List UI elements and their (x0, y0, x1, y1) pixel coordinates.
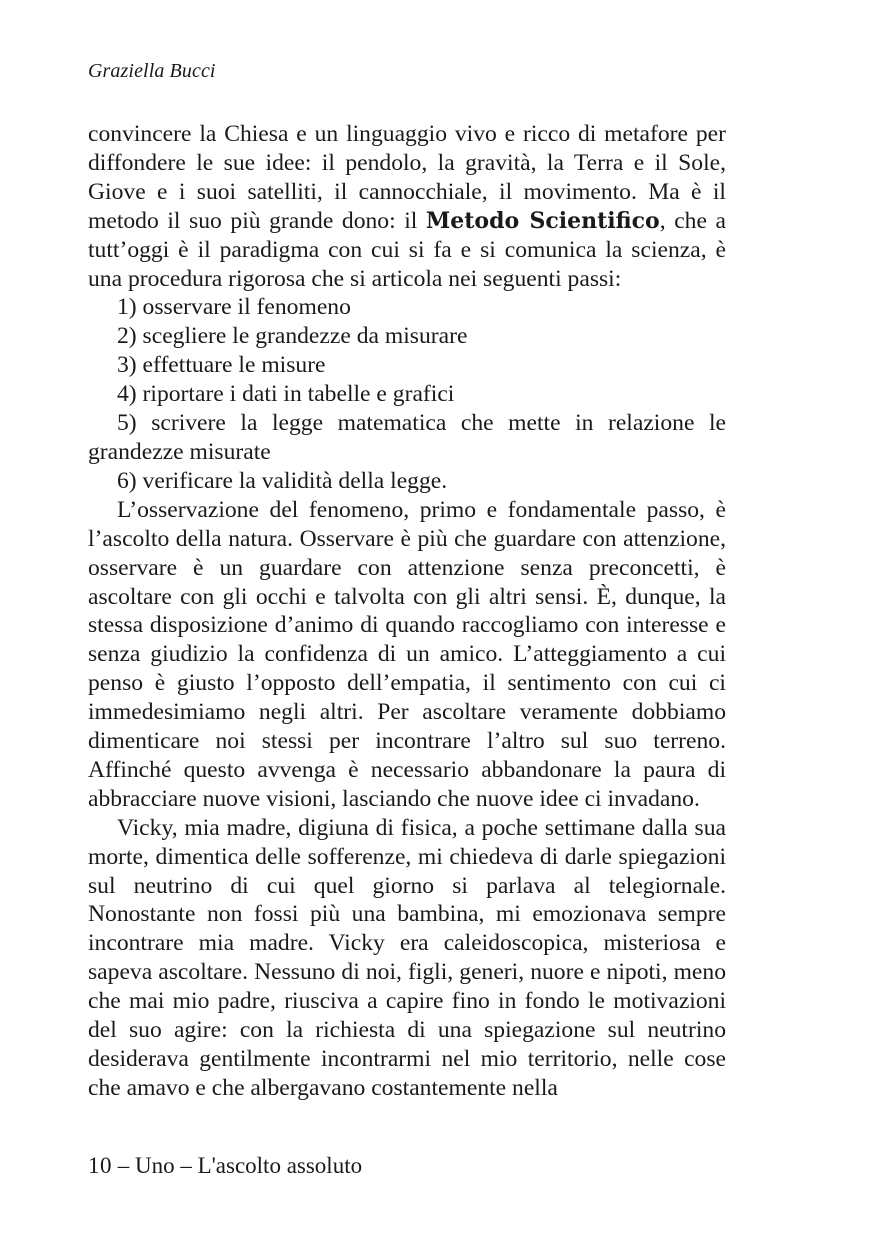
body-text (88, 120, 726, 1103)
page-footer (88, 1153, 362, 1179)
paragraph-method-intro (88, 120, 726, 293)
list-item-step-6: 6) verificare la validità della legge. (117, 467, 448, 494)
list-item-step-4: 4) riportare i dati in tabelle e grafici (117, 381, 455, 408)
chapter-title: – Uno – L'ascolto assoluto (112, 1153, 363, 1178)
list-item-step-3: 3) effettuare le misure (117, 352, 326, 379)
paragraph-text: convincere la Chiesa e un linguaggio vivo e ricco di metafore per diffondere le sue idee: il pendolo, la gravità, la Terra e il Sole, Giove e i suoi satelliti, il cannocchiale, il movimento. Ma è il metodo il suo più grande dono: il (88, 121, 726, 234)
paragraph-text: , che a tutt’oggi è il paradigma con cui si fa e si comunica la scienza, è una procedura rigorosa che si articola nei seguenti passi: (88, 207, 727, 292)
paragraph-observation: L’osservazione del fenomeno, primo e fondamentale passo, è l’ascolto della natura. Osservare è più che guardare con attenzione, osservare è un guardare con attenzione senza preconcetti, è ascoltare con gli occhi e talvolta con gli altri sensi. È, dunque, la stessa disposizione d’animo di quando raccogliamo con interesse e senza giudizio la confidenza di un amico. L’atteggiamento a cui penso è giusto l’opposto dell’empatia, il sentimento con cui ci immedesimiamo negli altri. Per ascoltare veramente dobbiamo dimenticare noi stessi per incontrare l’altro sul suo terreno. Affinché questo avvenga è necessario abbandonare la paura di abbracciare nuove visioni, lasciando che nuove idee ci invadano. (88, 496, 726, 812)
paragraph-vicky: Vicky, mia madre, digiuna di fisica, a poche settimane dalla sua morte, dimentica delle sofferenze, mi chiedeva di darle spiegazioni sul neutrino di cui quel giorno si parlava al telegiornale. Nonostante non fossi più una bambina, mi emozionava sempre incontrare mia madre. Vicky era caleidoscopica, misteriosa e sapeva ascoltare. Nessuno di noi, figli, generi, nuore e nipoti, meno che mai mio padre, riusciva a capire fino in fondo le motivazioni del suo agire: con la richiesta di una spiegazione sul neutrino desiderava gentilmente incontrarmi nel mio territorio, nelle cose che amavo e che albergavano costantemente nella (88, 814, 726, 1101)
list-item-step-5: 5) scrivere la legge matematica che mette in relazione le grandezze misurate (88, 410, 726, 465)
running-head-author: Graziella Bucci (88, 60, 216, 82)
page-number: 10 (88, 1153, 112, 1178)
bold-term-metodo-scientifico: Metodo Scientifico (425, 207, 660, 234)
list-item-step-1: 1) osservare il fenomeno (117, 294, 351, 321)
list-item-step-2: 2) scegliere le grandezze da misurare (117, 323, 468, 350)
